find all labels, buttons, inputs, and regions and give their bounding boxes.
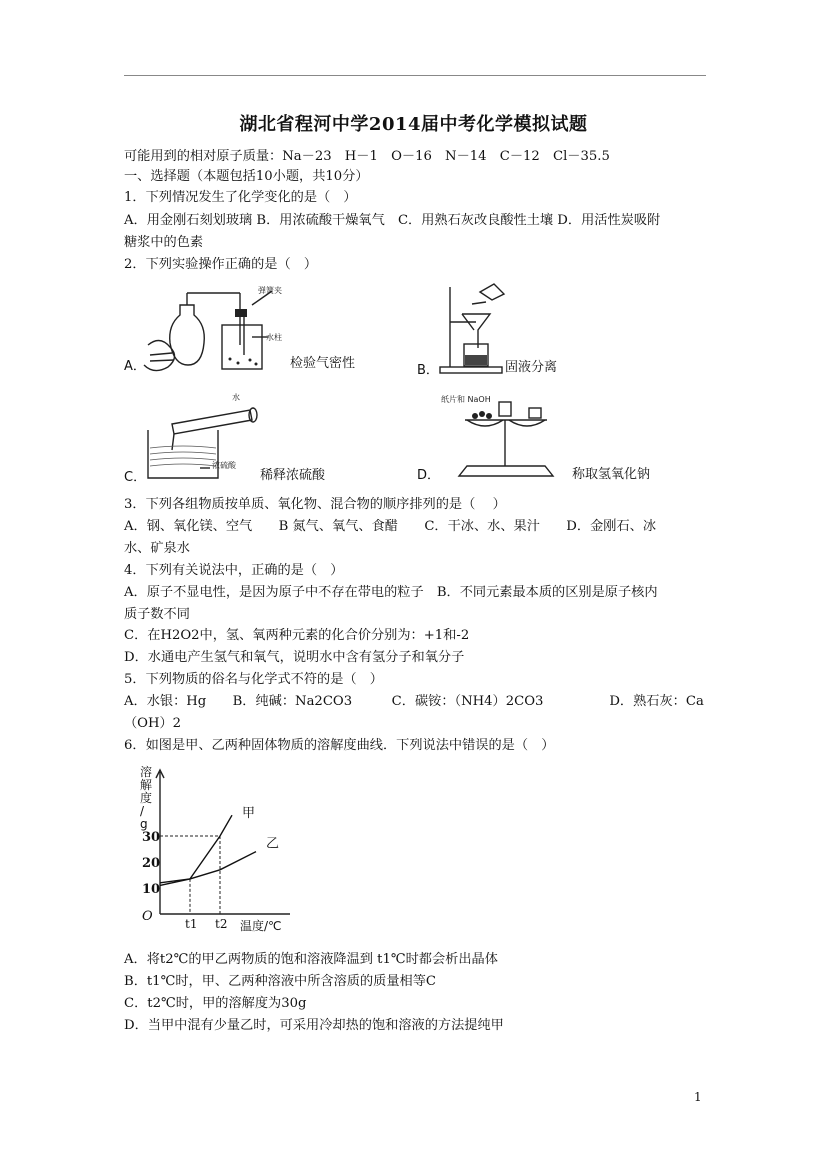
q4-option-ab-line2: 质子数不同 [124, 607, 190, 622]
q3-options-line2: 水、矿泉水 [124, 541, 190, 556]
y-tick-label-1: 20 [142, 856, 161, 871]
q5-options-line1: A．水银：Hg B．纯碱：Na2CO3 C．碳铵：（NH4）2CO3 D．熟石灰：Ca [124, 694, 704, 709]
water-tag: 水 [232, 393, 240, 402]
origin-label: O [142, 909, 153, 924]
section-heading: 一、选择题（本题包括10小题，共10分） [124, 169, 369, 184]
q2-option-c-text: 稀释浓硫酸 [260, 468, 326, 483]
q1-options-line1: A．用金刚石刻划玻璃 B．用浓硫酸干燥氧气 C．用熟石灰改良酸性土壤 D．用活性炭吸附 [124, 213, 661, 228]
q4-option-ab-line1: A．原子不显电性，是因为原子中不存在带电的粒子 B．不同元素最本质的区别是原子核内 [124, 585, 658, 600]
q1-stem: 1．下列情况发生了化学变化的是（ ） [124, 190, 357, 205]
series-line-0 [160, 815, 232, 883]
q2-option-d-letter: D． [417, 468, 441, 483]
q2-option-a-letter: A． [124, 359, 146, 374]
y-tick-label-2: 30 [142, 830, 161, 845]
q2-option-c-letter: C． [124, 470, 147, 485]
q5-options-line2: （OH）2 [124, 716, 182, 731]
water-column-tag: 水柱 [266, 333, 282, 342]
x-tick-label-0: t1 [185, 917, 198, 931]
dilution-figure [140, 390, 270, 485]
q2-option-d-text: 称取氢氧化钠 [572, 467, 651, 482]
y-axis-label: 溶解度/ g [140, 765, 153, 831]
conc-acid-tag: 浓硫酸 [212, 461, 236, 470]
q5-stem: 5．下列物质的俗名与化学式不符的是（ ） [124, 672, 383, 687]
atomic-mass-line: 可能用到的相对原子质量：Na－23 H－1 O－16 N－14 C－12 Cl－35.5 [124, 149, 610, 164]
q6-stem: 6．如图是甲、乙两种固体物质的溶解度曲线．下列说法中错误的是（ ） [124, 738, 555, 753]
balance-figure [437, 390, 572, 480]
naoh-tag: 纸片和 NaOH [441, 395, 491, 404]
q2-option-b-text: 固液分离 [505, 360, 558, 375]
series-label-0: 甲 [242, 806, 256, 822]
q4-option-d: D．水通电产生氢气和氧气，说明水中含有氢分子和氧分子 [124, 650, 465, 665]
page-title: 湖北省程河中学2014届中考化学模拟试题 [239, 114, 588, 135]
q1-options-line2: 糖浆中的色素 [124, 235, 204, 250]
y-tick-label-0: 10 [142, 882, 161, 897]
spring-clip-tag: 弹簧夹 [258, 286, 282, 295]
page-number: 1 [694, 1090, 702, 1104]
q6-option-b: B．t1℃时，甲、乙两种溶液中所含溶质的质量相等C [124, 974, 436, 989]
q3-options-line1: A．钢、氧化镁、空气 B 氮气、氧气、食醋 C．干冰、水、果汁 D．金刚石、冰 [124, 519, 657, 534]
airtight-check-figure [140, 285, 290, 380]
q4-stem: 4．下列有关说法中，正确的是（ ） [124, 563, 344, 578]
q6-option-d: D．当甲中混有少量乙时，可采用冷却热的饱和溶液的方法提纯甲 [124, 1018, 504, 1033]
q6-option-c: C．t2℃时，甲的溶解度为30g [124, 996, 307, 1011]
x-axis-label: 温度/℃ [240, 919, 282, 933]
solubility-chart [130, 762, 300, 942]
q6-option-a: A．将t2℃的甲乙两物质的饱和溶液降温到 t1℃时都会析出晶体 [124, 952, 498, 967]
header-rule [124, 75, 706, 76]
series-label-1: 乙 [266, 836, 280, 852]
q2-stem: 2．下列实验操作正确的是（ ） [124, 257, 318, 272]
q2-option-b-letter: B． [417, 363, 439, 378]
filtration-figure [432, 282, 512, 377]
q3-stem: 3．下列各组物质按单质、氧化物、混合物的顺序排列的是（ ） [124, 497, 506, 512]
x-tick-label-1: t2 [215, 917, 228, 931]
q4-option-c: C．在H2O2中，氢、氧两种元素的化合价分别为：+1和-2 [124, 628, 470, 643]
q2-option-a-text: 检验气密性 [290, 356, 356, 371]
